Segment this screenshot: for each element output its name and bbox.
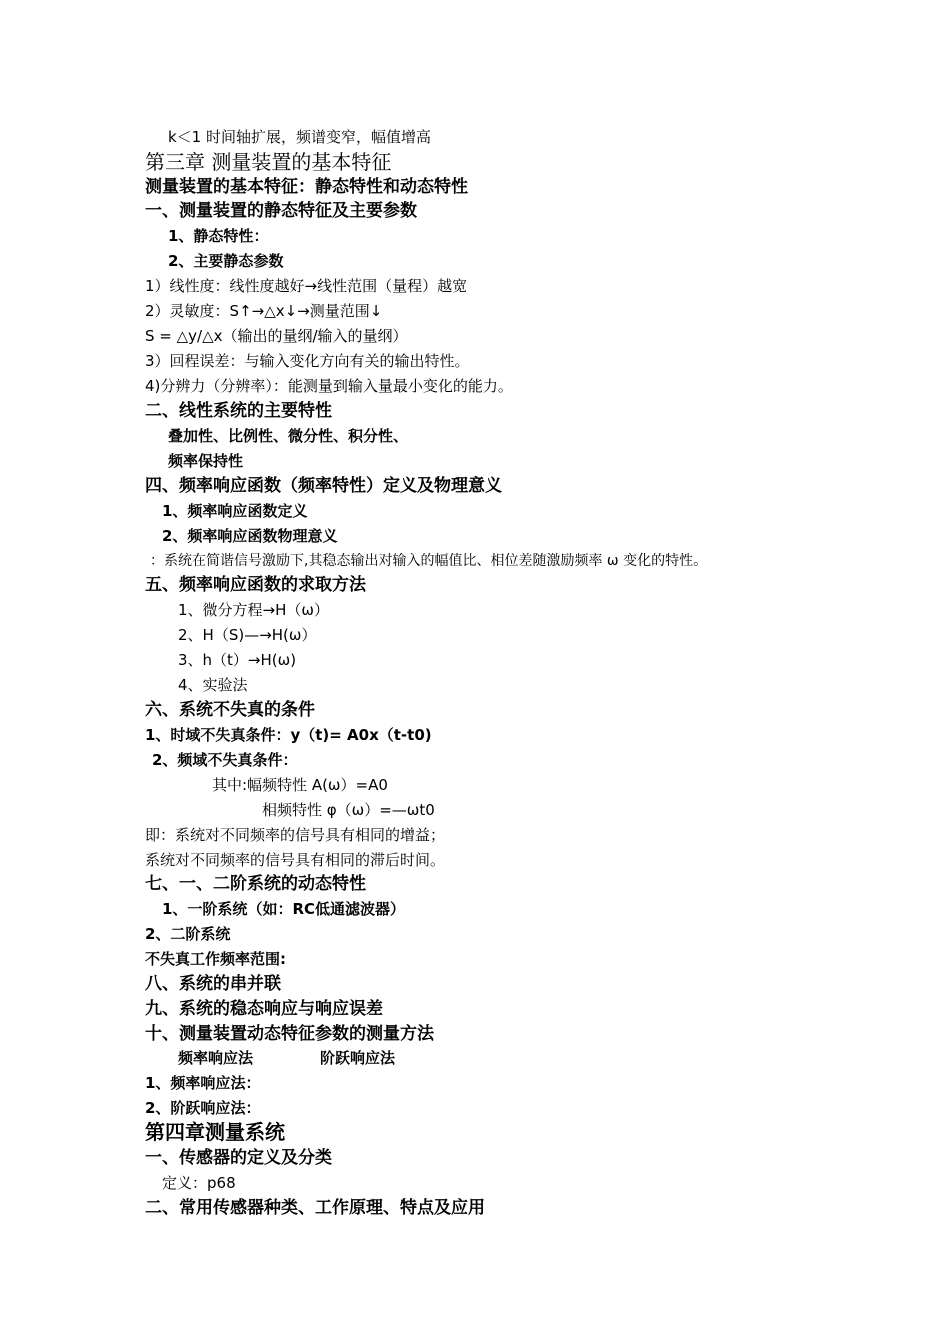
method-transfer-function: 2、H（S)—→H(ω）: [178, 626, 317, 644]
section-7-heading: 七、一、二阶系统的动态特性: [145, 874, 366, 894]
chapter-4-title: 第四章测量系统: [145, 1120, 285, 1144]
subsection-frf-definition: 1、频率响应函数定义: [162, 502, 308, 520]
chapter-3-subtitle: 测量装置的基本特征：静态特性和动态特性: [145, 177, 468, 197]
section-4-heading: 四、频率响应函数（频率特性）定义及物理意义: [145, 476, 502, 496]
frf-meaning-text: ：系统在简谐信号激励下,其稳态输出对输入的幅值比、相位差随激励频率 ω 变化的特性。: [150, 553, 708, 569]
definition-reference: 定义：p68: [162, 1174, 236, 1192]
item-resolution: 4)分辨力（分辨率）：能测量到输入量最小变化的能力。: [145, 377, 513, 395]
section-9-heading: 九、系统的稳态响应与响应误差: [145, 999, 383, 1019]
first-order-system: 1、一阶系统（如：RC低通滤波器）: [162, 900, 405, 918]
subsection-frf-meaning: 2、频率响应函数物理意义: [162, 527, 338, 545]
second-order-system: 2、二阶系统: [145, 925, 231, 943]
formula-sensitivity: S = △y/△x（输出的量纲/输入的量纲）: [145, 327, 408, 345]
section-10-heading: 十、测量装置动态特征参数的测量方法: [145, 1024, 434, 1044]
item-sensitivity: 2）灵敏度：S↑→△x↓→测量范围↓: [145, 302, 383, 320]
time-domain-condition: 1、时域不失真条件：y（t)= A0x（t-t0): [145, 726, 432, 744]
method-label-frequency: 频率响应法: [178, 1049, 254, 1067]
section-6-heading: 六、系统不失真的条件: [145, 700, 315, 720]
subsection-static-characteristic: 1、静态特性：: [168, 227, 269, 245]
distortion-free-range: 不失真工作频率范围:: [145, 950, 286, 968]
item-linearity: 1）线性度：线性度越好→线性范围（量程）越宽: [145, 277, 468, 295]
method-impulse-response: 3、h（t）→H(ω): [178, 651, 297, 669]
explanation-gain: 即：系统对不同频率的信号具有相同的增益；: [145, 826, 446, 844]
step-response-method: 2、阶跃响应法：: [145, 1099, 261, 1117]
section-5-heading: 五、频率响应函数的求取方法: [145, 575, 366, 595]
linear-properties-line-1: 叠加性、比例性、微分性、积分性、: [168, 427, 409, 445]
phase-characteristic: 相频特性 φ（ω）=—ωt0: [262, 801, 435, 819]
subsection-main-static-params: 2、主要静态参数: [168, 252, 284, 270]
chapter-3-title: 第三章 测量装置的基本特征: [145, 150, 392, 174]
amplitude-characteristic: 其中:幅频特性 A(ω）=A0: [212, 776, 388, 794]
section-2-heading: 二、线性系统的主要特性: [145, 401, 332, 421]
frequency-domain-condition: 2、频域不失真条件：: [152, 751, 298, 769]
text-line-k-lt-1: k＜1 时间轴扩展，频谱变窄，幅值增高: [168, 128, 431, 146]
chapter-4-section-2-heading: 二、常用传感器种类、工作原理、特点及应用: [145, 1198, 485, 1218]
linear-properties-line-2: 频率保持性: [168, 452, 244, 470]
method-label-step: 阶跃响应法: [320, 1049, 396, 1067]
method-experiment: 4、实验法: [178, 676, 248, 694]
explanation-delay: 系统对不同频率的信号具有相同的滞后时间。: [145, 851, 446, 869]
section-1-heading: 一、测量装置的静态特征及主要参数: [145, 201, 417, 221]
frequency-response-method: 1、频率响应法：: [145, 1074, 261, 1092]
method-differential-equation: 1、微分方程→H（ω）: [178, 601, 329, 619]
item-hysteresis: 3）回程误差：与输入变化方向有关的输出特性。: [145, 352, 470, 370]
section-8-heading: 八、系统的串并联: [145, 974, 281, 994]
chapter-4-section-1-heading: 一、传感器的定义及分类: [145, 1148, 332, 1168]
